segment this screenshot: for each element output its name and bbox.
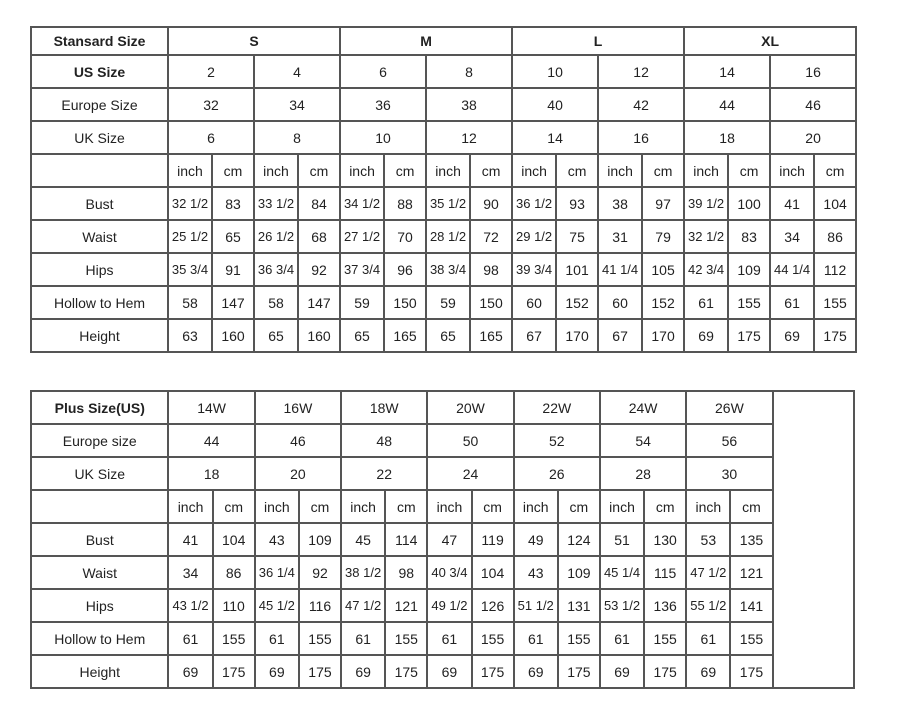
measure-value: 41 <box>770 187 814 220</box>
measure-value: 98 <box>470 253 512 286</box>
measure-value: 126 <box>472 589 514 622</box>
row-label: US Size <box>31 55 168 88</box>
measure-value: 141 <box>730 589 772 622</box>
measure-value: 92 <box>299 556 341 589</box>
measure-value: 155 <box>299 622 341 655</box>
measure-row <box>31 556 854 589</box>
size-value: 26W <box>686 391 772 424</box>
measure-value: 38 1/2 <box>341 556 385 589</box>
measure-value: 175 <box>472 655 514 688</box>
size-value: 8 <box>254 121 340 154</box>
size-value: 16W <box>255 391 341 424</box>
unit-inch: inch <box>684 154 728 187</box>
row-label: UK Size <box>31 121 168 154</box>
measure-value: 61 <box>514 622 558 655</box>
unit-cm: cm <box>385 490 427 523</box>
measure-value: 61 <box>168 622 212 655</box>
unit-cm: cm <box>642 154 684 187</box>
measure-value: 104 <box>814 187 856 220</box>
row-label: Europe size <box>31 424 168 457</box>
measure-value: 60 <box>512 286 556 319</box>
measure-value: 65 <box>426 319 470 352</box>
measure-value: 119 <box>472 523 514 556</box>
unit-inch: inch <box>254 154 298 187</box>
measure-value: 152 <box>556 286 598 319</box>
unit-cm: cm <box>730 490 772 523</box>
measure-value: 160 <box>212 319 254 352</box>
size-value: 44 <box>684 88 770 121</box>
size-value: 44 <box>168 424 254 457</box>
size-row <box>31 88 856 121</box>
size-value: 6 <box>340 55 426 88</box>
measure-value: 86 <box>814 220 856 253</box>
plus-size-row <box>31 457 854 490</box>
measure-value: 69 <box>600 655 644 688</box>
measure-value: 115 <box>644 556 686 589</box>
measure-label: Waist <box>31 220 168 253</box>
measure-value: 32 1/2 <box>684 220 728 253</box>
measure-value: 69 <box>770 319 814 352</box>
measure-value: 45 1/4 <box>600 556 644 589</box>
unit-cm: cm <box>558 490 600 523</box>
unit-cm: cm <box>644 490 686 523</box>
row-label: UK Size <box>31 457 168 490</box>
measure-value: 75 <box>556 220 598 253</box>
unit-inch: inch <box>427 490 471 523</box>
measure-value: 155 <box>213 622 255 655</box>
size-value: 14W <box>168 391 254 424</box>
size-value: 22W <box>514 391 600 424</box>
unit-inch: inch <box>168 490 212 523</box>
measure-value: 69 <box>514 655 558 688</box>
size-value: 54 <box>600 424 686 457</box>
size-value: 30 <box>686 457 772 490</box>
measure-value: 69 <box>255 655 299 688</box>
measure-value: 100 <box>728 187 770 220</box>
measure-value: 36 1/2 <box>512 187 556 220</box>
measure-value: 90 <box>470 187 512 220</box>
unit-cm: cm <box>213 490 255 523</box>
measure-value: 124 <box>558 523 600 556</box>
size-value: 56 <box>686 424 772 457</box>
measure-value: 150 <box>384 286 426 319</box>
measure-value: 68 <box>298 220 340 253</box>
measure-value: 109 <box>299 523 341 556</box>
measure-value: 93 <box>556 187 598 220</box>
measure-value: 61 <box>684 286 728 319</box>
measure-value: 91 <box>212 253 254 286</box>
size-value: 46 <box>770 88 856 121</box>
measure-value: 69 <box>684 319 728 352</box>
unit-cm: cm <box>384 154 426 187</box>
measure-value: 155 <box>728 286 770 319</box>
size-header-row <box>31 27 856 55</box>
measure-value: 53 1/2 <box>600 589 644 622</box>
size-value: 22 <box>341 457 427 490</box>
measure-value: 83 <box>728 220 770 253</box>
measure-label: Hips <box>31 253 168 286</box>
measure-value: 47 <box>427 523 471 556</box>
measure-value: 175 <box>644 655 686 688</box>
size-value: 18 <box>168 457 254 490</box>
measure-value: 39 1/2 <box>684 187 728 220</box>
measure-value: 36 1/4 <box>255 556 299 589</box>
measure-value: 65 <box>212 220 254 253</box>
size-value: 50 <box>427 424 513 457</box>
measure-value: 112 <box>814 253 856 286</box>
size-letter-header: M <box>340 27 512 55</box>
size-value: 52 <box>514 424 600 457</box>
size-value: 40 <box>512 88 598 121</box>
measure-value: 165 <box>470 319 512 352</box>
measure-value: 170 <box>556 319 598 352</box>
measure-value: 51 <box>600 523 644 556</box>
measure-value: 32 1/2 <box>168 187 212 220</box>
measure-value: 88 <box>384 187 426 220</box>
measure-value: 130 <box>644 523 686 556</box>
plus-size-row <box>31 424 854 457</box>
measure-value: 40 3/4 <box>427 556 471 589</box>
units-row <box>31 490 854 523</box>
size-value: 36 <box>340 88 426 121</box>
measure-value: 58 <box>254 286 298 319</box>
measure-row <box>31 589 854 622</box>
measure-value: 83 <box>212 187 254 220</box>
standard-size-table <box>30 26 857 353</box>
measure-value: 150 <box>470 286 512 319</box>
size-value: 10 <box>512 55 598 88</box>
size-letter-header: L <box>512 27 684 55</box>
measure-value: 65 <box>340 319 384 352</box>
measure-value: 79 <box>642 220 684 253</box>
units-row <box>31 154 856 187</box>
unit-inch: inch <box>512 154 556 187</box>
size-value: 28 <box>600 457 686 490</box>
measure-value: 42 3/4 <box>684 253 728 286</box>
measure-value: 101 <box>556 253 598 286</box>
size-value: 2 <box>168 55 254 88</box>
measure-value: 152 <box>642 286 684 319</box>
measure-value: 175 <box>728 319 770 352</box>
size-value: 24W <box>600 391 686 424</box>
measure-value: 114 <box>385 523 427 556</box>
size-value: 38 <box>426 88 512 121</box>
size-value: 12 <box>426 121 512 154</box>
measure-value: 47 1/2 <box>686 556 730 589</box>
size-value: 16 <box>770 55 856 88</box>
measure-value: 61 <box>770 286 814 319</box>
measure-value: 58 <box>168 286 212 319</box>
plus-size-table <box>30 390 855 689</box>
measure-value: 31 <box>598 220 642 253</box>
measure-value: 92 <box>298 253 340 286</box>
measure-value: 61 <box>341 622 385 655</box>
measure-value: 160 <box>298 319 340 352</box>
measure-row <box>31 655 854 688</box>
measure-value: 43 <box>514 556 558 589</box>
size-value: 14 <box>512 121 598 154</box>
measure-value: 116 <box>299 589 341 622</box>
measure-label: Hips <box>31 589 168 622</box>
measure-value: 84 <box>298 187 340 220</box>
measure-value: 104 <box>472 556 514 589</box>
size-value: 16 <box>598 121 684 154</box>
measure-value: 69 <box>686 655 730 688</box>
measure-value: 49 1/2 <box>427 589 471 622</box>
measure-row <box>31 253 856 286</box>
size-value: 32 <box>168 88 254 121</box>
unit-inch: inch <box>341 490 385 523</box>
measure-value: 45 <box>341 523 385 556</box>
measure-value: 61 <box>255 622 299 655</box>
measure-value: 155 <box>472 622 514 655</box>
measure-value: 155 <box>730 622 772 655</box>
measure-row <box>31 220 856 253</box>
unit-cm: cm <box>299 490 341 523</box>
size-value: 48 <box>341 424 427 457</box>
measure-value: 98 <box>385 556 427 589</box>
measure-value: 110 <box>213 589 255 622</box>
measure-value: 61 <box>600 622 644 655</box>
measure-value: 65 <box>254 319 298 352</box>
measure-label: Height <box>31 319 168 352</box>
measure-row <box>31 286 856 319</box>
measure-value: 121 <box>385 589 427 622</box>
unit-cm: cm <box>728 154 770 187</box>
size-row <box>31 121 856 154</box>
measure-value: 34 <box>770 220 814 253</box>
measure-value: 109 <box>558 556 600 589</box>
measure-value: 67 <box>512 319 556 352</box>
unit-inch: inch <box>255 490 299 523</box>
size-value: 12 <box>598 55 684 88</box>
measure-value: 69 <box>341 655 385 688</box>
size-value: 18W <box>341 391 427 424</box>
measure-value: 155 <box>644 622 686 655</box>
measure-value: 67 <box>598 319 642 352</box>
measure-value: 105 <box>642 253 684 286</box>
size-value: 34 <box>254 88 340 121</box>
size-value: 10 <box>340 121 426 154</box>
measure-value: 147 <box>298 286 340 319</box>
size-value: 18 <box>684 121 770 154</box>
measure-value: 55 1/2 <box>686 589 730 622</box>
size-value: 46 <box>255 424 341 457</box>
measure-value: 109 <box>728 253 770 286</box>
measure-row <box>31 523 854 556</box>
measure-value: 63 <box>168 319 212 352</box>
measure-value: 33 1/2 <box>254 187 298 220</box>
measure-value: 175 <box>385 655 427 688</box>
measure-value: 26 1/2 <box>254 220 298 253</box>
measure-value: 121 <box>730 556 772 589</box>
unit-cm: cm <box>212 154 254 187</box>
size-value: 6 <box>168 121 254 154</box>
size-value: 26 <box>514 457 600 490</box>
measure-value: 38 3/4 <box>426 253 470 286</box>
measure-value: 69 <box>427 655 471 688</box>
measure-value: 155 <box>814 286 856 319</box>
measure-value: 69 <box>168 655 212 688</box>
measure-value: 60 <box>598 286 642 319</box>
measure-label: Waist <box>31 556 168 589</box>
measure-value: 28 1/2 <box>426 220 470 253</box>
size-letter-header: S <box>168 27 340 55</box>
measure-value: 136 <box>644 589 686 622</box>
unit-inch: inch <box>426 154 470 187</box>
measure-row <box>31 319 856 352</box>
measure-value: 51 1/2 <box>514 589 558 622</box>
unit-inch: inch <box>598 154 642 187</box>
unit-inch: inch <box>770 154 814 187</box>
measure-value: 47 1/2 <box>341 589 385 622</box>
blank-cell <box>31 154 168 187</box>
measure-value: 175 <box>213 655 255 688</box>
measure-value: 44 1/4 <box>770 253 814 286</box>
measure-value: 38 <box>598 187 642 220</box>
measure-label: Height <box>31 655 168 688</box>
size-value: 8 <box>426 55 512 88</box>
unit-cm: cm <box>472 490 514 523</box>
measure-value: 43 <box>255 523 299 556</box>
measure-value: 41 <box>168 523 212 556</box>
blank-cell <box>31 490 168 523</box>
measure-value: 147 <box>212 286 254 319</box>
measure-value: 35 3/4 <box>168 253 212 286</box>
measure-value: 97 <box>642 187 684 220</box>
measure-value: 34 1/2 <box>340 187 384 220</box>
unit-cm: cm <box>298 154 340 187</box>
blank-side-cell <box>773 391 854 688</box>
measure-value: 165 <box>384 319 426 352</box>
unit-inch: inch <box>514 490 558 523</box>
corner-label: Stansard Size <box>31 27 168 55</box>
size-value: 4 <box>254 55 340 88</box>
unit-inch: inch <box>686 490 730 523</box>
measure-value: 86 <box>213 556 255 589</box>
measure-value: 43 1/2 <box>168 589 212 622</box>
measure-value: 37 3/4 <box>340 253 384 286</box>
measure-value: 96 <box>384 253 426 286</box>
measure-row <box>31 622 854 655</box>
measure-value: 59 <box>340 286 384 319</box>
measure-value: 36 3/4 <box>254 253 298 286</box>
unit-inch: inch <box>340 154 384 187</box>
measure-label: Bust <box>31 187 168 220</box>
measure-value: 59 <box>426 286 470 319</box>
measure-value: 45 1/2 <box>255 589 299 622</box>
measure-value: 29 1/2 <box>512 220 556 253</box>
measure-value: 39 3/4 <box>512 253 556 286</box>
unit-cm: cm <box>814 154 856 187</box>
unit-inch: inch <box>600 490 644 523</box>
plus-size-row <box>31 391 854 424</box>
row-label: Europe Size <box>31 88 168 121</box>
measure-value: 155 <box>558 622 600 655</box>
measure-value: 35 1/2 <box>426 187 470 220</box>
size-value: 14 <box>684 55 770 88</box>
measure-value: 34 <box>168 556 212 589</box>
measure-value: 53 <box>686 523 730 556</box>
measure-label: Hollow to Hem <box>31 286 168 319</box>
measure-value: 175 <box>730 655 772 688</box>
row-label: Plus Size(US) <box>31 391 168 424</box>
size-value: 20 <box>255 457 341 490</box>
measure-value: 49 <box>514 523 558 556</box>
unit-inch: inch <box>168 154 212 187</box>
measure-row <box>31 187 856 220</box>
unit-cm: cm <box>470 154 512 187</box>
measure-value: 41 1/4 <box>598 253 642 286</box>
measure-value: 175 <box>558 655 600 688</box>
measure-value: 61 <box>427 622 471 655</box>
unit-cm: cm <box>556 154 598 187</box>
measure-value: 27 1/2 <box>340 220 384 253</box>
size-value: 20 <box>770 121 856 154</box>
measure-value: 170 <box>642 319 684 352</box>
measure-value: 61 <box>686 622 730 655</box>
size-value: 24 <box>427 457 513 490</box>
measure-value: 104 <box>213 523 255 556</box>
measure-value: 25 1/2 <box>168 220 212 253</box>
size-value: 20W <box>427 391 513 424</box>
size-value: 42 <box>598 88 684 121</box>
measure-label: Bust <box>31 523 168 556</box>
measure-value: 175 <box>814 319 856 352</box>
measure-label: Hollow to Hem <box>31 622 168 655</box>
measure-value: 70 <box>384 220 426 253</box>
size-letter-header: XL <box>684 27 856 55</box>
measure-value: 72 <box>470 220 512 253</box>
measure-value: 135 <box>730 523 772 556</box>
size-row <box>31 55 856 88</box>
measure-value: 155 <box>385 622 427 655</box>
measure-value: 131 <box>558 589 600 622</box>
measure-value: 175 <box>299 655 341 688</box>
